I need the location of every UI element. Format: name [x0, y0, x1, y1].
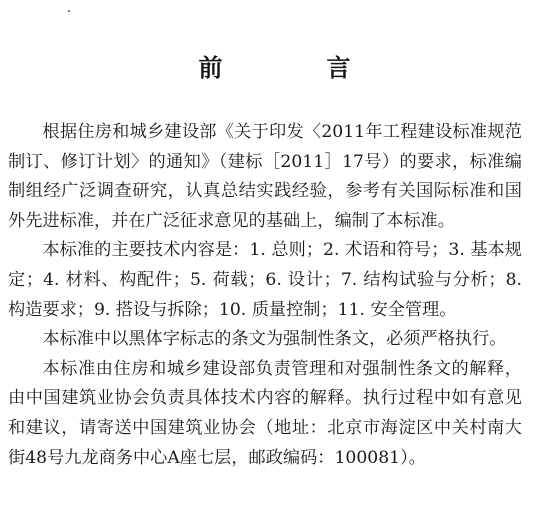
page-title: 前 言: [198, 54, 391, 82]
scan-speck: [68, 10, 70, 12]
paragraph-preparation-basis: 根据住房和城乡建设部《关于印发〈2011年工程建设标准规范制订、修订计划〉的通知》（建标［2011］17号）的要求，标准编制组经广泛调查研究，认真总结实践经验，参考有关国际标准和国外先进标准，并在广泛征求意见的基础上，编制了本标准。: [8, 122, 522, 231]
paragraph-mandatory-provisions: 本标准中以黑体字标志的条文为强制性条文，必须严格执行。: [42, 329, 507, 350]
paragraph-main-contents: 本标准的主要技术内容是：1. 总则；2. 术语和符号；3. 基本规定；4. 材料、构配件；5. 荷载；6. 设计；7. 结构试验与分析；8. 构造要求；9. 搭设与拆除；10. 质量控制；11. 安全管理。: [8, 240, 522, 320]
document-body: [8, 118, 522, 473]
paragraph-administration: 本标准由住房和城乡建设部负责管理和对强制性条文的解释，由中国建筑业协会负责具体技术内容的解释。执行过程中如有意见和建议，请寄送中国建筑业协会（地址：北京市海淀区中关村南大街48号九龙商务中心A座七层，邮政编码：100081）。: [8, 358, 522, 468]
